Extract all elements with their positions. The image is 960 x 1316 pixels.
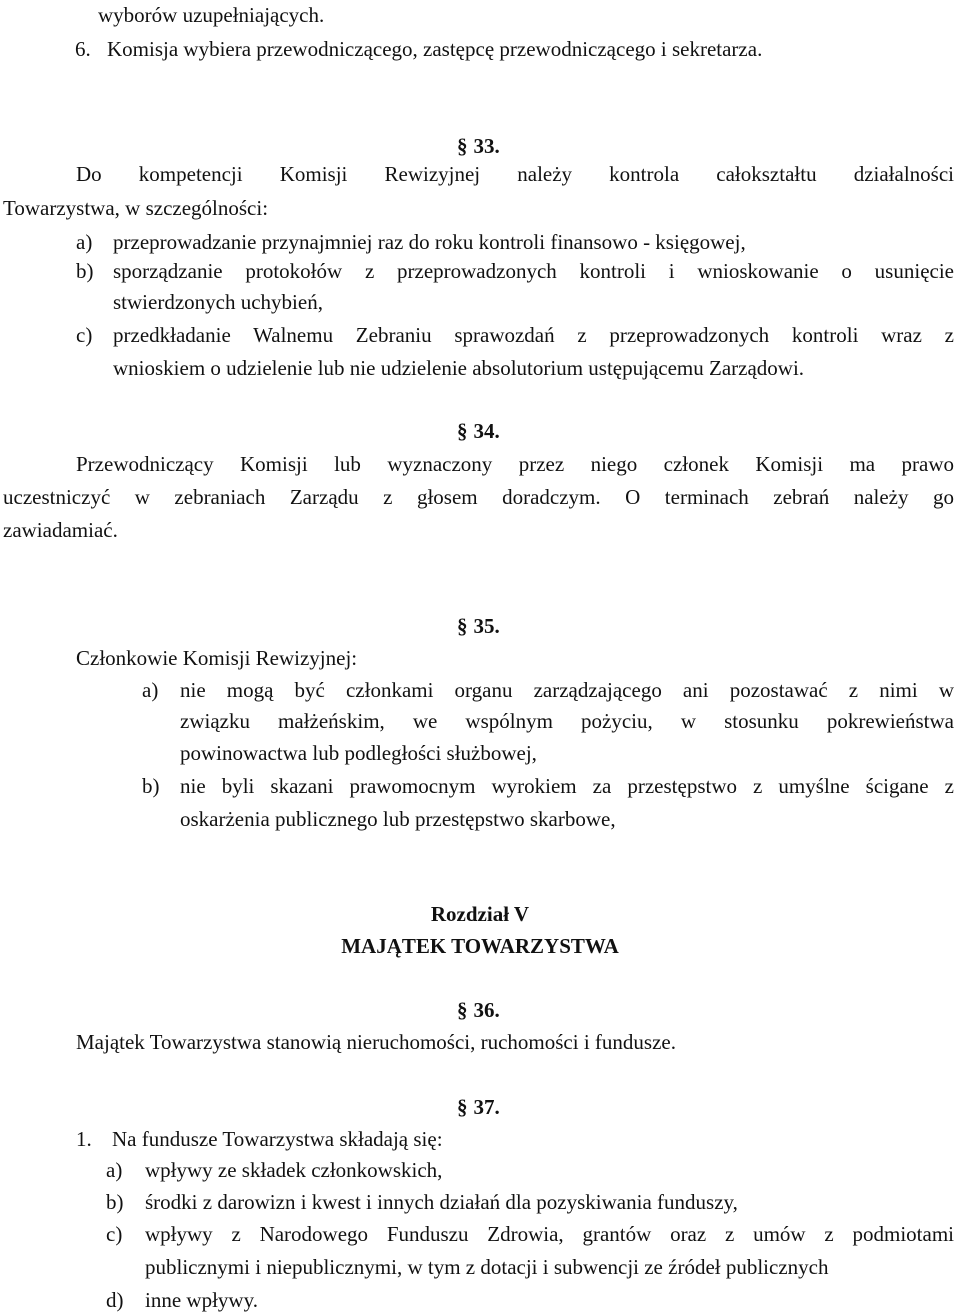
- list-label: d): [106, 1288, 124, 1312]
- list-item-text: nie byli skazani prawomocnym wyrokiem za przestępstwo z umyślne ścigane z: [180, 774, 954, 798]
- paragraph-number: 34.: [473, 419, 500, 443]
- list-item-text: wpływy ze składek członkowskich,: [145, 1158, 443, 1182]
- list-number: 6.: [75, 37, 91, 61]
- list-item-text: przeprowadzanie przynajmniej raz do roku kontroli finansowo - księgowej,: [113, 230, 746, 254]
- text-line: Towarzystwa, w szczególności:: [3, 196, 269, 220]
- list-item-text: wpływy z Narodowego Funduszu Zdrowia, grantów oraz z umów z podmiotami: [145, 1222, 954, 1246]
- list-item-text: sporządzanie protokołów z przeprowadzonych kontroli i wnioskowanie o usunięcie: [113, 259, 954, 283]
- section-sign: §: [457, 134, 468, 158]
- paragraph-number: 37.: [473, 1095, 500, 1119]
- list-item-text: stwierdzonych uchybień,: [113, 290, 323, 314]
- section-sign: §: [457, 1095, 468, 1119]
- list-item-text: związku małżeńskim, we wspólnym pożyciu, w stosunku pokrewieństwa: [180, 709, 954, 733]
- list-label: a): [142, 678, 159, 702]
- chapter-subtitle: MAJĄTEK TOWARZYSTWA: [341, 934, 619, 958]
- list-number: 1.: [76, 1127, 92, 1151]
- section-sign: §: [457, 614, 468, 638]
- list-item-text: oskarżenia publicznego lub przestępstwo skarbowe,: [180, 807, 616, 831]
- list-label: a): [106, 1158, 123, 1182]
- chapter-title: Rozdział V: [430, 902, 530, 926]
- list-label: b): [76, 259, 94, 283]
- list-label: c): [76, 323, 93, 347]
- text-line: Majątek Towarzystwa stanowią nieruchomości, ruchomości i fundusze.: [76, 1030, 676, 1054]
- list-item-text: powinowactwa lub podległości służbowej,: [180, 741, 537, 765]
- text-line: Przewodniczący Komisji lub wyznaczony przez niego członek Komisji ma prawo: [76, 452, 954, 476]
- list-item-text: wnioskiem o udzielenie lub nie udzielenie absolutorium ustępującemu Zarządowi.: [113, 356, 805, 380]
- paragraph-heading-36: [457, 997, 500, 1023]
- paragraph-number: 33.: [473, 134, 500, 158]
- list-label: c): [106, 1222, 123, 1246]
- text-line: Do kompetencji Komisji Rewizyjnej należy kontrola całokształtu działalności: [76, 162, 954, 186]
- paragraph-heading-37: [457, 1094, 500, 1120]
- list-item-text: inne wpływy.: [145, 1288, 258, 1312]
- paragraph-number: 36.: [473, 998, 500, 1022]
- list-item-text: Komisja wybiera przewodniczącego, zastępcę przewodniczącego i sekretarza.: [107, 37, 763, 61]
- section-sign: §: [457, 419, 468, 443]
- text-line: zawiadamiać.: [3, 518, 118, 542]
- list-label: b): [106, 1190, 124, 1214]
- list-item-text: przedkładanie Walnemu Zebraniu sprawozdań z przeprowadzonych kontroli wraz z: [113, 323, 954, 347]
- paragraph-number: 35.: [473, 614, 500, 638]
- list-item-text: środki z darowizn i kwest i innych działań dla pozyskiwania funduszy,: [145, 1190, 738, 1214]
- list-item-text: Na fundusze Towarzystwa składają się:: [112, 1127, 443, 1151]
- list-label: a): [76, 230, 93, 254]
- paragraph-heading-33: [457, 133, 500, 159]
- text-line: Członkowie Komisji Rewizyjnej:: [76, 646, 358, 670]
- paragraph-heading-34: [457, 418, 500, 444]
- paragraph-heading-35: [457, 613, 500, 639]
- list-item-text: nie mogą być członkami organu zarządzającego ani pozostawać z nimi w: [180, 678, 954, 702]
- text-line: uczestniczyć w zebraniach Zarządu z głosem doradczym. O terminach zebrań należy go: [3, 485, 954, 509]
- text-line: wyborów uzupełniających.: [98, 3, 325, 27]
- list-label: b): [142, 774, 160, 798]
- section-sign: §: [457, 998, 468, 1022]
- list-item-text: publicznymi i niepublicznymi, w tym z dotacji i subwencji ze źródeł publicznych: [145, 1255, 829, 1279]
